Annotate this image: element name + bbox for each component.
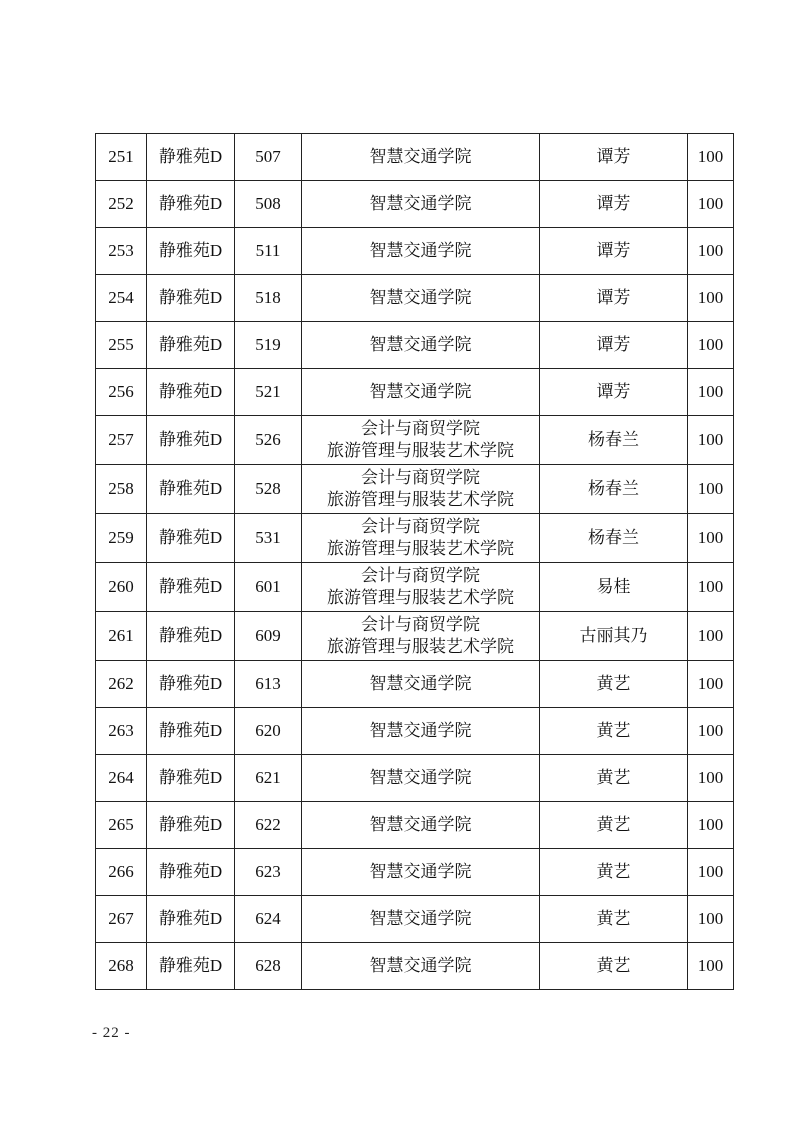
table-row	[96, 181, 734, 228]
cell-room: 622	[235, 802, 302, 849]
cell-responsible-person: 黄艺	[540, 708, 688, 755]
cell-number: 268	[96, 943, 147, 990]
department-line: 会计与商贸学院	[361, 517, 480, 536]
cell-score: 100	[688, 181, 734, 228]
cell-score: 100	[688, 134, 734, 181]
cell-room: 518	[235, 275, 302, 322]
cell-responsible-person: 谭芳	[540, 134, 688, 181]
cell-number: 255	[96, 322, 147, 369]
cell-building: 静雅苑D	[147, 802, 235, 849]
cell-room: 628	[235, 943, 302, 990]
cell-responsible-person: 谭芳	[540, 369, 688, 416]
cell-room: 624	[235, 896, 302, 943]
cell-score: 100	[688, 563, 734, 612]
cell-responsible-person: 谭芳	[540, 322, 688, 369]
cell-room: 521	[235, 369, 302, 416]
cell-number: 253	[96, 228, 147, 275]
cell-number: 264	[96, 755, 147, 802]
cell-number: 252	[96, 181, 147, 228]
cell-score: 100	[688, 708, 734, 755]
cell-number: 259	[96, 514, 147, 563]
page-number: - 22 -	[92, 1025, 131, 1041]
department-line: 会计与商贸学院	[361, 468, 480, 487]
cell-department	[302, 708, 540, 755]
cell-department	[302, 802, 540, 849]
table-row	[96, 612, 734, 661]
cell-responsible-person: 谭芳	[540, 181, 688, 228]
cell-department	[302, 943, 540, 990]
cell-number: 261	[96, 612, 147, 661]
table-row	[96, 943, 734, 990]
table-row	[96, 228, 734, 275]
cell-score: 100	[688, 849, 734, 896]
cell-department	[302, 661, 540, 708]
department-line: 智慧交通学院	[369, 674, 472, 693]
cell-score: 100	[688, 612, 734, 661]
cell-department	[302, 849, 540, 896]
table-row	[96, 708, 734, 755]
cell-number: 258	[96, 465, 147, 514]
cell-number: 251	[96, 134, 147, 181]
table-row	[96, 465, 734, 514]
cell-score: 100	[688, 943, 734, 990]
cell-responsible-person: 杨春兰	[540, 416, 688, 465]
cell-responsible-person: 黄艺	[540, 802, 688, 849]
cell-score: 100	[688, 661, 734, 708]
cell-building: 静雅苑D	[147, 181, 235, 228]
cell-responsible-person: 谭芳	[540, 228, 688, 275]
cell-responsible-person: 黄艺	[540, 943, 688, 990]
department-line: 智慧交通学院	[369, 288, 472, 307]
cell-building: 静雅苑D	[147, 563, 235, 612]
department-line: 智慧交通学院	[369, 335, 472, 354]
department-line: 旅游管理与服装艺术学院	[327, 539, 514, 558]
cell-room: 528	[235, 465, 302, 514]
cell-responsible-person: 谭芳	[540, 275, 688, 322]
table-row	[96, 369, 734, 416]
cell-room: 623	[235, 849, 302, 896]
cell-building: 静雅苑D	[147, 849, 235, 896]
cell-department	[302, 514, 540, 563]
department-line: 旅游管理与服装艺术学院	[327, 588, 514, 607]
department-line: 智慧交通学院	[369, 147, 472, 166]
department-line: 旅游管理与服装艺术学院	[327, 490, 514, 509]
table-row	[96, 275, 734, 322]
cell-score: 100	[688, 322, 734, 369]
cell-score: 100	[688, 416, 734, 465]
cell-department	[302, 322, 540, 369]
cell-room: 613	[235, 661, 302, 708]
table-body	[96, 134, 734, 990]
cell-room: 601	[235, 563, 302, 612]
cell-number: 265	[96, 802, 147, 849]
dormitory-score-table	[95, 133, 734, 990]
cell-building: 静雅苑D	[147, 708, 235, 755]
cell-responsible-person: 易桂	[540, 563, 688, 612]
cell-room: 621	[235, 755, 302, 802]
cell-room: 511	[235, 228, 302, 275]
cell-number: 263	[96, 708, 147, 755]
cell-department	[302, 563, 540, 612]
table-row	[96, 563, 734, 612]
cell-score: 100	[688, 369, 734, 416]
cell-building: 静雅苑D	[147, 612, 235, 661]
cell-responsible-person: 杨春兰	[540, 514, 688, 563]
department-line: 智慧交通学院	[369, 768, 472, 787]
cell-room: 609	[235, 612, 302, 661]
cell-score: 100	[688, 802, 734, 849]
cell-building: 静雅苑D	[147, 943, 235, 990]
cell-responsible-person: 黄艺	[540, 896, 688, 943]
cell-score: 100	[688, 228, 734, 275]
table-row	[96, 322, 734, 369]
cell-building: 静雅苑D	[147, 755, 235, 802]
table-row	[96, 802, 734, 849]
cell-building: 静雅苑D	[147, 896, 235, 943]
cell-department	[302, 465, 540, 514]
cell-number: 262	[96, 661, 147, 708]
cell-department	[302, 896, 540, 943]
department-line: 智慧交通学院	[369, 909, 472, 928]
cell-department	[302, 228, 540, 275]
cell-building: 静雅苑D	[147, 514, 235, 563]
cell-building: 静雅苑D	[147, 134, 235, 181]
table-row	[96, 416, 734, 465]
cell-department	[302, 755, 540, 802]
cell-number: 267	[96, 896, 147, 943]
department-line: 智慧交通学院	[369, 815, 472, 834]
department-line: 智慧交通学院	[369, 241, 472, 260]
department-line: 旅游管理与服装艺术学院	[327, 637, 514, 656]
cell-score: 100	[688, 465, 734, 514]
department-line: 会计与商贸学院	[361, 566, 480, 585]
cell-responsible-person: 黄艺	[540, 849, 688, 896]
cell-building: 静雅苑D	[147, 465, 235, 514]
cell-room: 620	[235, 708, 302, 755]
cell-building: 静雅苑D	[147, 661, 235, 708]
cell-score: 100	[688, 275, 734, 322]
department-line: 智慧交通学院	[369, 194, 472, 213]
cell-score: 100	[688, 514, 734, 563]
cell-number: 257	[96, 416, 147, 465]
cell-number: 256	[96, 369, 147, 416]
cell-score: 100	[688, 896, 734, 943]
cell-number: 254	[96, 275, 147, 322]
cell-number: 266	[96, 849, 147, 896]
table-row	[96, 134, 734, 181]
table-row	[96, 661, 734, 708]
cell-responsible-person: 黄艺	[540, 661, 688, 708]
cell-department	[302, 612, 540, 661]
cell-building: 静雅苑D	[147, 369, 235, 416]
cell-number: 260	[96, 563, 147, 612]
cell-room: 531	[235, 514, 302, 563]
table-row	[96, 514, 734, 563]
cell-responsible-person: 杨春兰	[540, 465, 688, 514]
cell-department	[302, 181, 540, 228]
cell-department	[302, 416, 540, 465]
cell-room: 508	[235, 181, 302, 228]
cell-department	[302, 275, 540, 322]
cell-room: 507	[235, 134, 302, 181]
department-line: 智慧交通学院	[369, 956, 472, 975]
department-line: 会计与商贸学院	[361, 615, 480, 634]
cell-responsible-person: 黄艺	[540, 755, 688, 802]
cell-building: 静雅苑D	[147, 416, 235, 465]
cell-room: 519	[235, 322, 302, 369]
cell-room: 526	[235, 416, 302, 465]
table-row	[96, 755, 734, 802]
department-line: 智慧交通学院	[369, 721, 472, 740]
cell-responsible-person: 古丽其乃	[540, 612, 688, 661]
cell-building: 静雅苑D	[147, 228, 235, 275]
cell-score: 100	[688, 755, 734, 802]
table-row	[96, 849, 734, 896]
cell-department	[302, 134, 540, 181]
cell-department	[302, 369, 540, 416]
department-line: 会计与商贸学院	[361, 419, 480, 438]
cell-building: 静雅苑D	[147, 275, 235, 322]
table-row	[96, 896, 734, 943]
department-line: 智慧交通学院	[369, 862, 472, 881]
department-line: 智慧交通学院	[369, 382, 472, 401]
department-line: 旅游管理与服装艺术学院	[327, 441, 514, 460]
cell-building: 静雅苑D	[147, 322, 235, 369]
